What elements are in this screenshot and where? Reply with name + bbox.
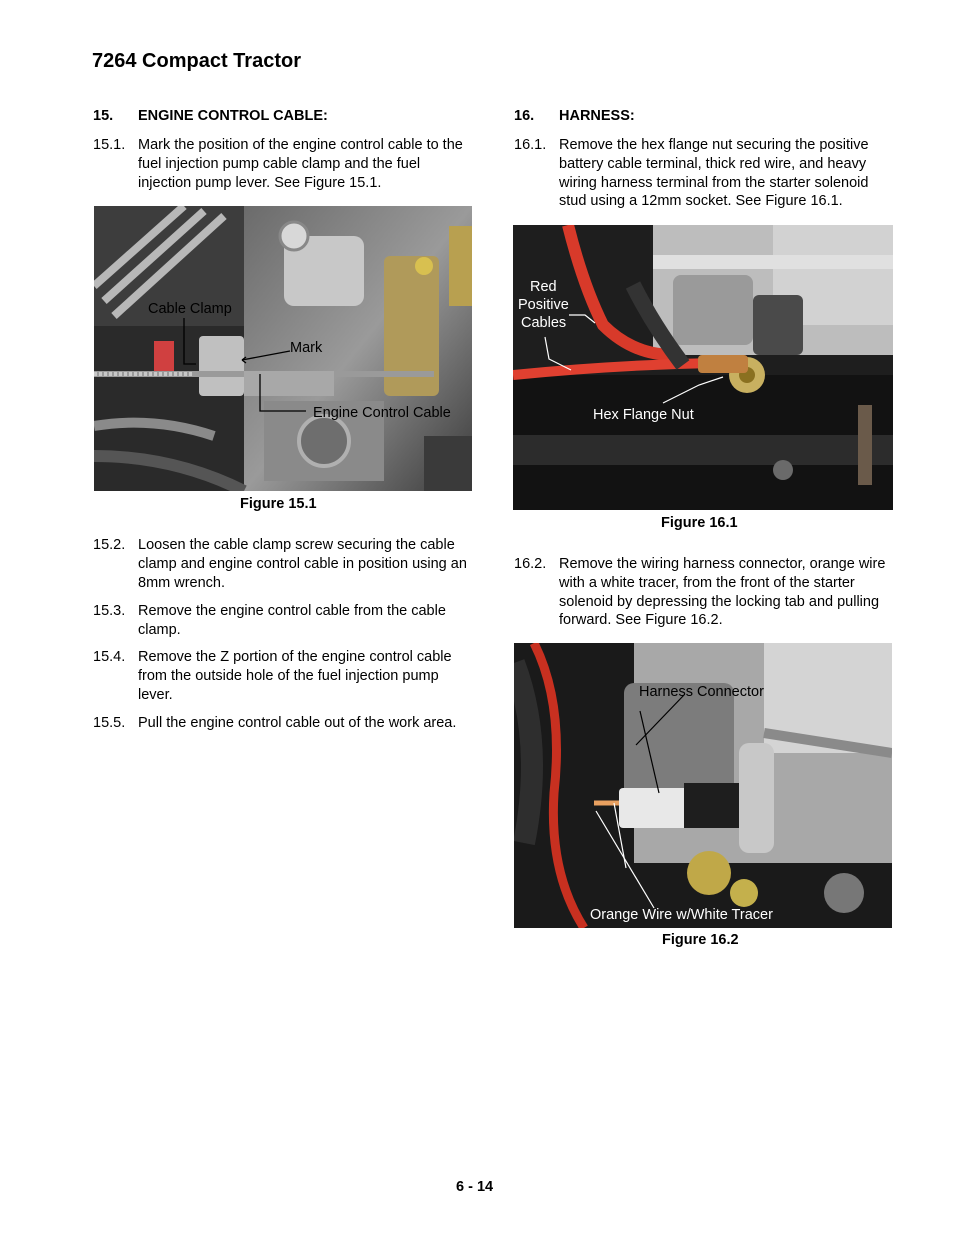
step-text: Remove the hex flange nut securing the positive battery cable terminal, thick red wire, and heavy wiring harness terminal from the starter solenoid stud using a 12mm socket. See Figure 16.1.: [559, 137, 869, 210]
step-number: 15.4.: [93, 649, 126, 665]
step-text: Loosen the cable clamp screw securing the cable clamp and engine control cable in position using an 8mm wrench.: [138, 537, 467, 591]
section-heading-15: [93, 108, 473, 128]
step-15-2: [93, 536, 473, 592]
section-number: 15.: [93, 108, 114, 124]
solenoid-photo: [513, 225, 893, 510]
figure-16-1-caption: Figure 16.1: [661, 515, 738, 531]
step-number: 15.2.: [93, 537, 126, 553]
step-number: 16.1.: [514, 137, 547, 153]
figure-15-1-photo: [94, 206, 472, 491]
step-number: 15.1.: [93, 137, 126, 153]
step-15-1: [93, 136, 473, 192]
engine-photo: [94, 206, 472, 491]
figure-15-1-caption: Figure 15.1: [240, 496, 317, 512]
figure-16-1-photo: [513, 225, 893, 510]
label-cables: Cables: [521, 315, 567, 331]
label-orange-wire: Orange Wire w/White Tracer: [590, 907, 773, 923]
label-red: Red: [530, 279, 557, 295]
section-title: HARNESS:: [559, 108, 635, 124]
step-number: 16.2.: [514, 556, 547, 572]
label-mark: Mark: [290, 340, 323, 356]
label-positive: Positive: [518, 297, 569, 313]
page-number: 6 - 14: [456, 1179, 494, 1195]
figure-16-2-photo: [514, 643, 892, 928]
step-number: 15.3.: [93, 603, 126, 619]
step-number: 15.5.: [93, 715, 126, 731]
page-title: 7264 Compact Tractor: [92, 50, 301, 72]
step-text: Remove the wiring harness connector, orange wire with a white tracer, from the front of the starter solenoid by depressing the locking tab and pulling forward. See Figure 16.2.: [559, 556, 886, 629]
step-text: Remove the Z portion of the engine control cable from the outside hole of the fuel injection pump lever.: [138, 649, 452, 703]
step-15-5: [93, 714, 473, 733]
step-text: Remove the engine control cable from the cable clamp.: [138, 603, 446, 638]
section-heading-16: [514, 108, 894, 128]
step-16-2: [514, 555, 894, 630]
step-16-1: [514, 136, 894, 211]
step-text: Pull the engine control cable out of the work area.: [138, 715, 457, 731]
step-15-3: [93, 602, 473, 640]
section-title: ENGINE CONTROL CABLE:: [138, 108, 328, 124]
section-number: 16.: [514, 108, 535, 124]
step-text: Mark the position of the engine control cable to the fuel injection pump cable clamp and the fuel injection pump lever. See Figure 15.1.: [138, 137, 463, 191]
label-engine-control-cable: Engine Control Cable: [313, 405, 451, 421]
label-hex-flange-nut: Hex Flange Nut: [593, 407, 694, 423]
step-15-4: [93, 648, 473, 704]
figure-16-2-caption: Figure 16.2: [662, 932, 739, 948]
label-harness-connector: Harness Connector: [639, 684, 764, 700]
label-cable-clamp: Cable Clamp: [148, 301, 232, 317]
